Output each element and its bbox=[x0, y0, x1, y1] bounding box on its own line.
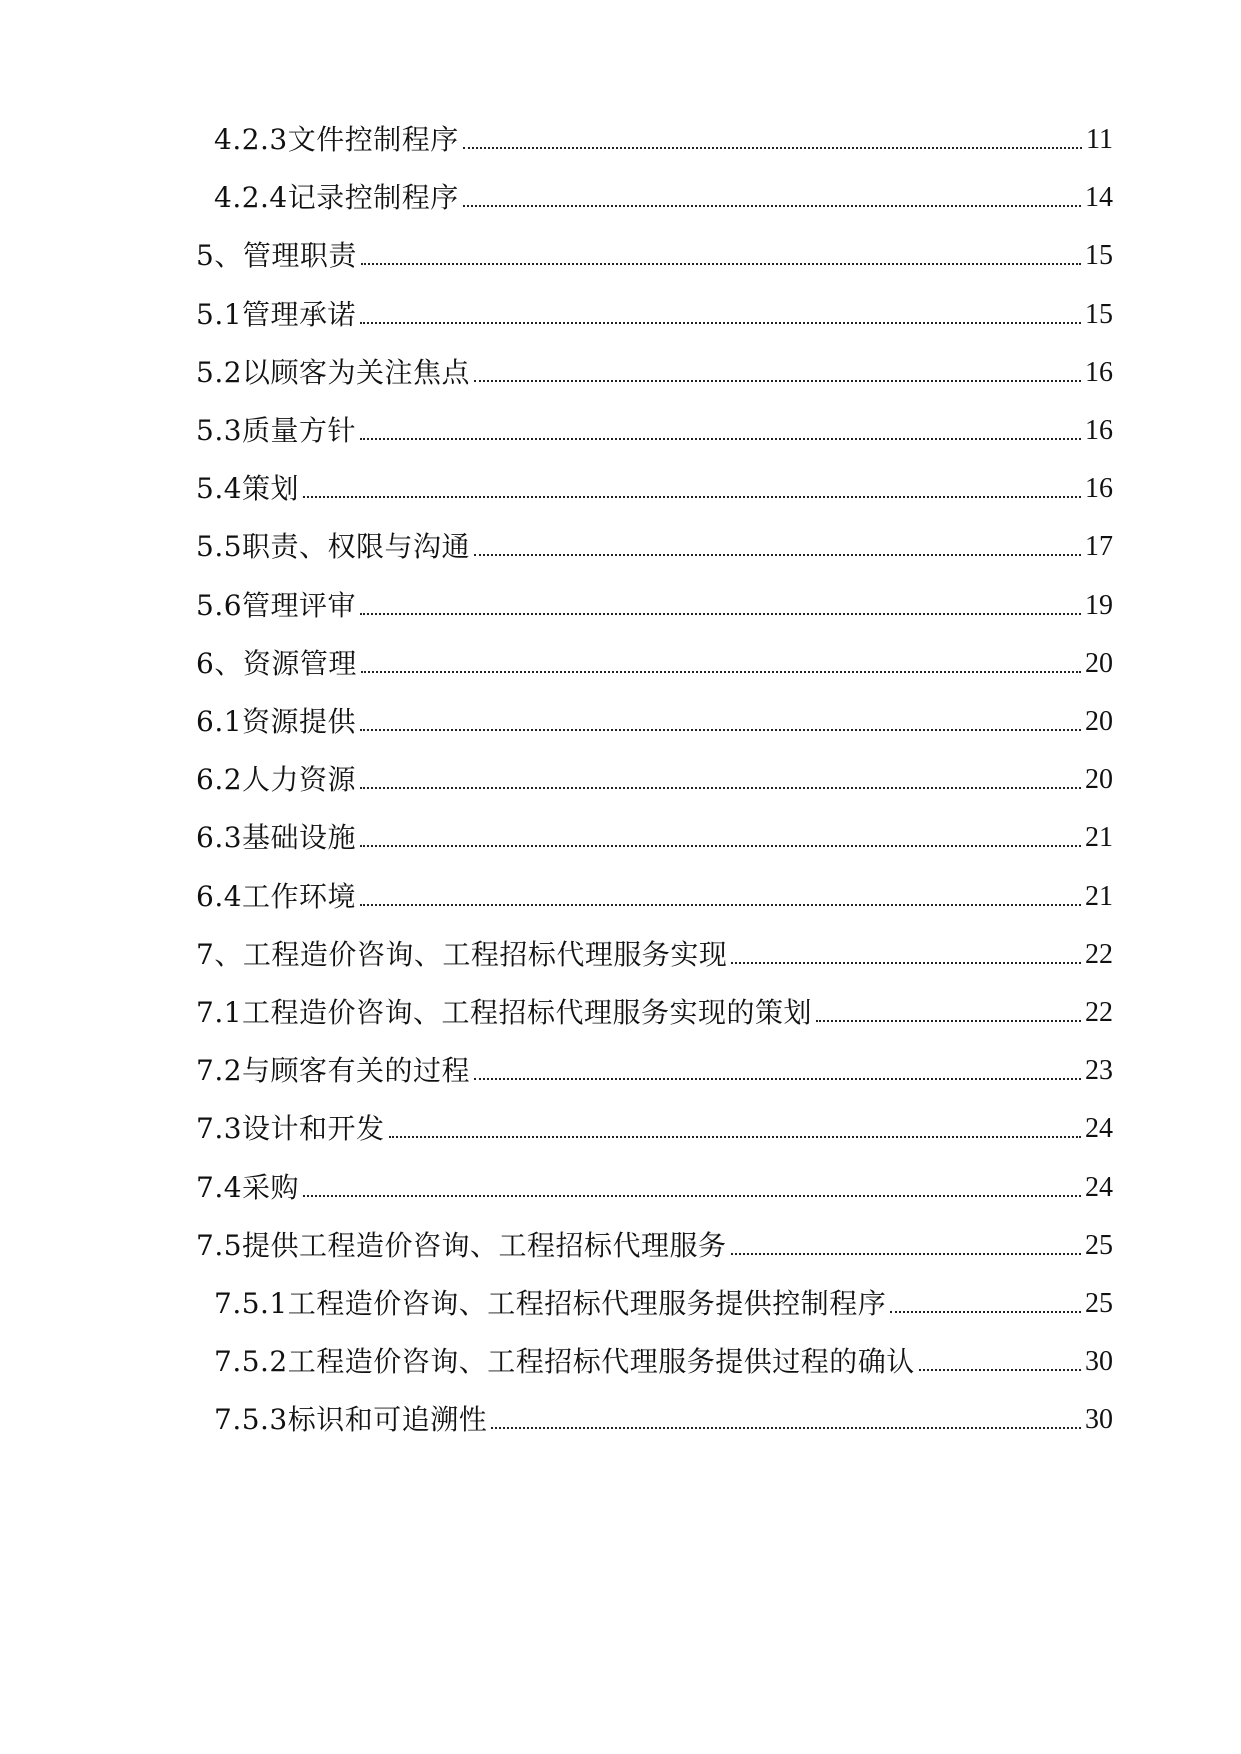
toc-entry-title: 4.2.3文件控制程序 bbox=[214, 123, 459, 156]
toc-entry-title: 5、管理职责 bbox=[196, 239, 357, 273]
toc-entry[interactable] bbox=[214, 118, 1113, 158]
toc-page-number: 16 bbox=[1085, 356, 1113, 388]
toc-entry-title: 7.4采购 bbox=[196, 1170, 300, 1204]
toc-entry-title: 5.3质量方针 bbox=[196, 414, 357, 447]
toc-page-number: 19 bbox=[1085, 589, 1113, 621]
toc-page-number: 14 bbox=[1085, 182, 1113, 214]
toc-dot-leader bbox=[491, 1427, 1081, 1429]
toc-entry-title: 5.6管理评审 bbox=[196, 588, 357, 622]
toc-entry-title: 6.2人力资源 bbox=[196, 763, 357, 797]
toc-page-number: 24 bbox=[1085, 1171, 1113, 1203]
toc-entry[interactable] bbox=[214, 1398, 1113, 1438]
toc-entry[interactable] bbox=[196, 467, 1113, 507]
toc-entry[interactable] bbox=[196, 875, 1113, 915]
toc-dot-leader bbox=[919, 1369, 1081, 1371]
toc-page-number: 20 bbox=[1085, 706, 1113, 737]
toc-entry-title: 7.5提供工程造价咨询、工程招标代理服务 bbox=[196, 1228, 727, 1262]
toc-page-number: 24 bbox=[1085, 1113, 1113, 1145]
toc-entry[interactable] bbox=[196, 351, 1113, 391]
toc-page-number: 16 bbox=[1085, 473, 1113, 505]
toc-entry[interactable] bbox=[196, 816, 1113, 856]
toc-entry-title: 5.1管理承诺 bbox=[196, 297, 357, 331]
toc-entry-title: 7.5.2工程造价咨询、工程招标代理服务提供过程的确认 bbox=[214, 1345, 915, 1379]
toc-entry-title: 7.5.3标识和可追溯性 bbox=[214, 1403, 488, 1437]
toc-entry[interactable] bbox=[214, 176, 1113, 216]
toc-dot-leader bbox=[463, 205, 1081, 207]
toc-entry-title: 5.4策划 bbox=[196, 472, 300, 506]
toc-entry-title: 5.5职责、权限与沟通 bbox=[196, 530, 471, 564]
toc-dot-leader bbox=[389, 1136, 1081, 1138]
toc-dot-leader bbox=[360, 322, 1081, 324]
toc-dot-leader bbox=[463, 147, 1082, 149]
toc-page-number: 21 bbox=[1085, 880, 1113, 912]
toc-dot-leader bbox=[361, 263, 1081, 265]
toc-entry[interactable] bbox=[214, 1282, 1113, 1322]
toc-entry[interactable] bbox=[196, 409, 1113, 449]
toc-entry[interactable] bbox=[196, 293, 1113, 333]
toc-entry[interactable] bbox=[196, 1224, 1113, 1264]
toc-page-number: 15 bbox=[1085, 298, 1113, 330]
toc-dot-leader bbox=[474, 554, 1081, 556]
toc-page-number: 15 bbox=[1085, 240, 1113, 272]
toc-entry[interactable] bbox=[214, 1340, 1113, 1380]
toc-page-number: 16 bbox=[1085, 415, 1113, 446]
toc-dot-leader bbox=[361, 671, 1081, 673]
toc-entry-title: 4.2.4记录控制程序 bbox=[214, 181, 459, 215]
toc-page-number: 20 bbox=[1085, 764, 1113, 796]
toc-page-number: 30 bbox=[1085, 1346, 1113, 1378]
toc-dot-leader bbox=[474, 1078, 1081, 1080]
toc-dot-leader bbox=[360, 613, 1081, 615]
toc-page-number: 23 bbox=[1085, 1055, 1113, 1087]
toc-entry-title: 6.1资源提供 bbox=[196, 705, 357, 738]
toc-entry-title: 7.3设计和开发 bbox=[196, 1112, 385, 1146]
toc-entry-title: 5.2以顾客为关注焦点 bbox=[196, 355, 471, 389]
toc-entry-title: 7.1工程造价咨询、工程招标代理服务实现的策划 bbox=[196, 996, 813, 1029]
toc-dot-leader bbox=[303, 1195, 1081, 1197]
toc-dot-leader bbox=[360, 787, 1081, 789]
toc-dot-leader bbox=[816, 1020, 1081, 1022]
toc-entry-title: 7、工程造价咨询、工程招标代理服务实现 bbox=[196, 937, 728, 971]
toc-dot-leader bbox=[474, 380, 1081, 382]
toc-dot-leader bbox=[360, 438, 1081, 440]
toc-dot-leader bbox=[360, 729, 1081, 731]
toc-dot-leader bbox=[890, 1311, 1081, 1313]
toc-dot-leader bbox=[731, 1253, 1081, 1255]
toc-entry[interactable] bbox=[196, 584, 1113, 624]
toc-entry-title: 6.4工作环境 bbox=[196, 879, 357, 913]
toc-entry[interactable] bbox=[196, 234, 1113, 274]
toc-page-number: 11 bbox=[1086, 124, 1113, 155]
toc-dot-leader bbox=[360, 904, 1081, 906]
toc-entry[interactable] bbox=[196, 758, 1113, 798]
toc-entry[interactable] bbox=[196, 1049, 1113, 1089]
toc-page-number: 20 bbox=[1085, 647, 1113, 679]
toc-entry-title: 7.2与顾客有关的过程 bbox=[196, 1054, 471, 1088]
toc-page-number: 17 bbox=[1085, 531, 1113, 563]
toc-page-number: 25 bbox=[1085, 1288, 1113, 1319]
toc-page-number: 21 bbox=[1085, 822, 1113, 854]
toc-dot-leader bbox=[731, 962, 1081, 964]
toc-entry-title: 7.5.1工程造价咨询、工程招标代理服务提供控制程序 bbox=[214, 1287, 887, 1320]
toc-entry[interactable] bbox=[196, 933, 1113, 973]
toc-entry[interactable] bbox=[196, 525, 1113, 565]
toc-entry-title: 6.3基础设施 bbox=[196, 821, 357, 855]
toc-page-number: 22 bbox=[1085, 938, 1113, 970]
toc-dot-leader bbox=[303, 496, 1081, 498]
toc-entry[interactable] bbox=[196, 1166, 1113, 1206]
toc-entry[interactable] bbox=[196, 700, 1113, 740]
toc-page-number: 30 bbox=[1085, 1404, 1113, 1436]
toc-dot-leader bbox=[360, 845, 1081, 847]
toc-entry[interactable] bbox=[196, 991, 1113, 1031]
toc-entry[interactable] bbox=[196, 1107, 1113, 1147]
toc-entry-title: 6、资源管理 bbox=[196, 646, 357, 680]
toc-page-number: 22 bbox=[1085, 997, 1113, 1028]
toc-page-number: 25 bbox=[1085, 1229, 1113, 1261]
toc-entry[interactable] bbox=[196, 642, 1113, 682]
